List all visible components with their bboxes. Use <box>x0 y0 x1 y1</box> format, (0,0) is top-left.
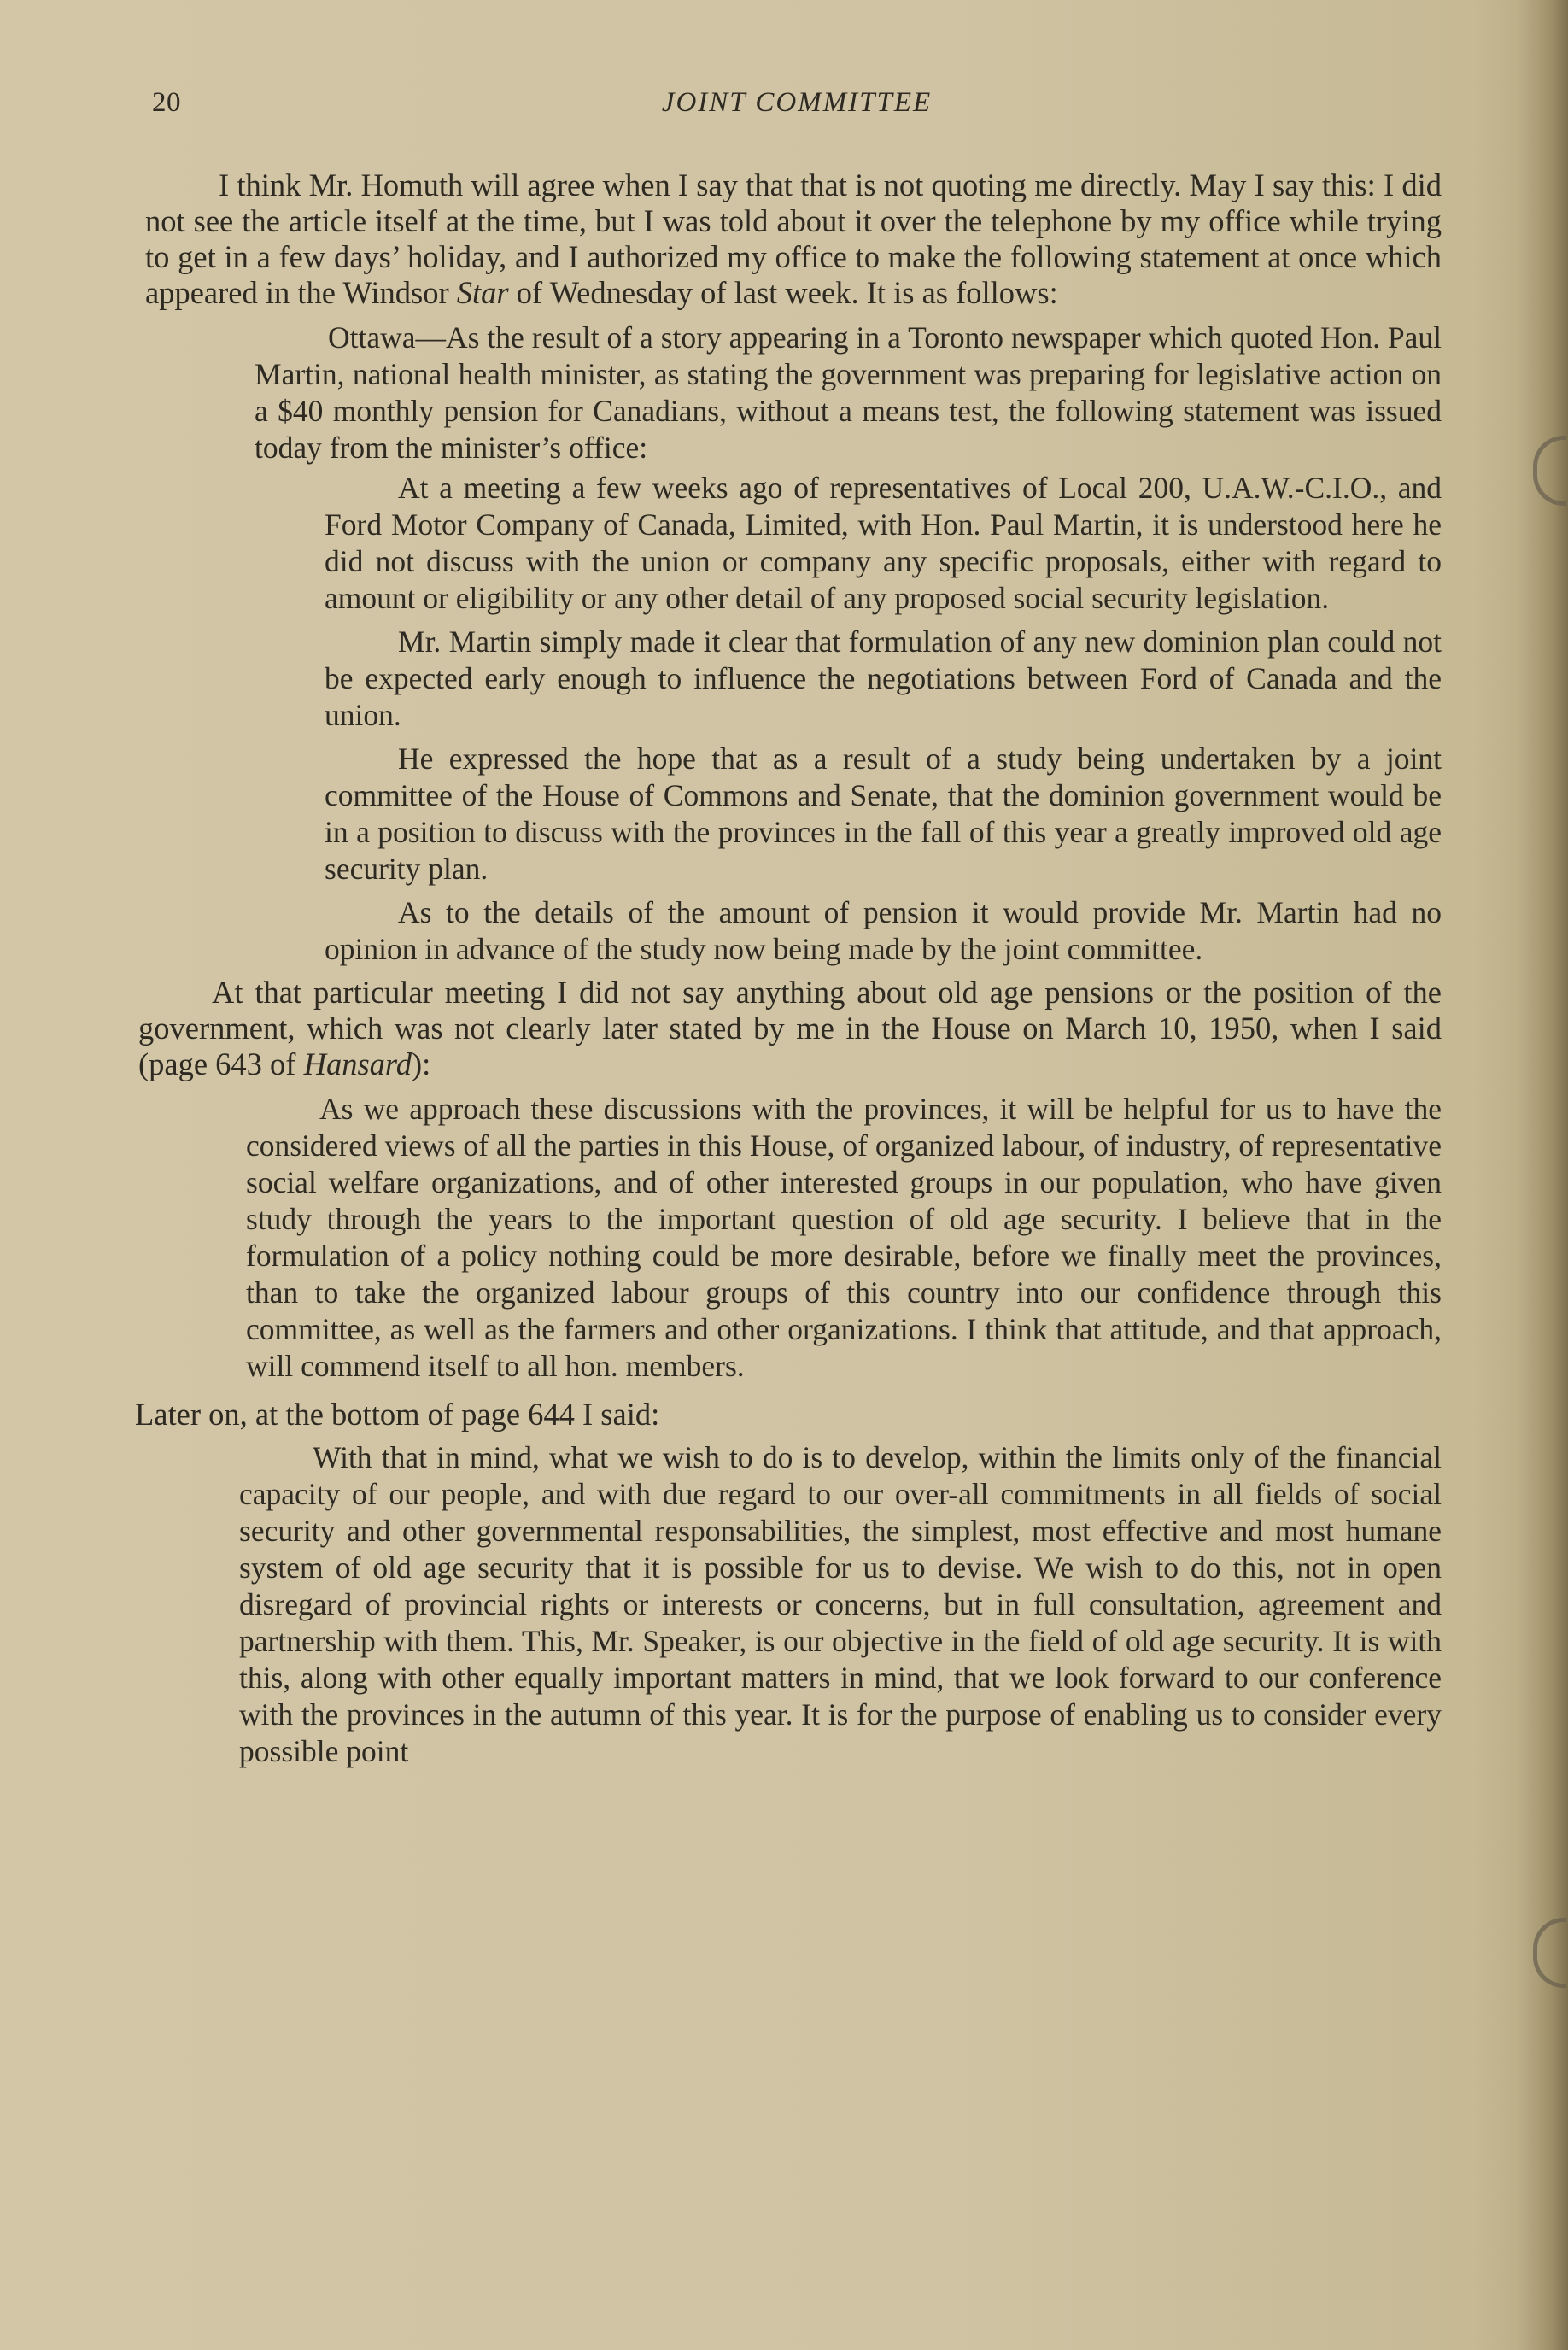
quote-hansard-643 <box>246 1091 1442 1385</box>
intro-text-a: I think Mr. Homuth will agree when I say that that is not quoting me directly. May I say this: I did not see the article itself at the time, but I was told about it over the telephone by my office while trying to get in a few days’ holiday, and I authorized my office to make the following statement at once which appeared in the Windsor <box>145 167 1442 310</box>
hansard-reference: Hansard <box>303 1046 412 1081</box>
meeting-text-a: At that particular meeting I did not say anything about old age pensions or the position of the government, which was not clearly later stated by me in the House on March 10, 1950, when I said (page 643 of <box>138 975 1442 1081</box>
intro-paragraph <box>145 167 1442 311</box>
quote-hansard-643-text: As we approach these discussions with the provinces, it will be helpful for us to have the considered views of all the parties in this House, of organized labour, of industry, of representative social welfare organizations, and of other interested groups in our population, who have given study through the years to the important question of old age security. I believe that in the formulation of a policy nothing could be more desirable, before we finally meet the provinces, than to take the organized labour groups of this country into our confidence through this committee, as well as the farmers and other organizations. I think that attitude, and that approach, will commend itself to all hon. members. <box>246 1092 1442 1383</box>
page-edge-shadow <box>1517 0 1568 2350</box>
intro-text-b: of Wednesday of last week. It is as follows: <box>508 275 1058 310</box>
quote-statement-para-1: At a meeting a few weeks ago of representatives of Local 200, U.A.W.-C.I.O., and Ford Motor Company of Canada, Limited, with Hon. Paul Martin, it is understood here he did not discuss with the union or company any specific proposals, either with regard to amount or eligibility or any other detail of any proposed social security legislation. <box>325 471 1442 615</box>
quote-statement-para-3: He expressed the hope that as a result of a study being undertaken by a joint committee of the House of Commons and Senate, that the dominion government would be in a position to discuss with the provinces in the fall of this year a greatly improved old age security plan. <box>325 741 1442 886</box>
page-number: 20 <box>152 87 181 118</box>
quote-statement-para-4: As to the details of the amount of pension it would provide Mr. Martin had no opinion in advance of the study now being made by the joint committee. <box>325 895 1442 966</box>
meeting-text-b: ): <box>412 1046 431 1081</box>
page-header <box>152 87 1442 128</box>
newspaper-name: Star <box>456 275 509 310</box>
meeting-paragraph <box>138 975 1442 1082</box>
later-paragraph: Later on, at the bottom of page 644 I said: <box>135 1397 660 1432</box>
quote-ottawa <box>255 319 1442 466</box>
quote-hansard-644-text: With that in mind, what we wish to do is to develop, within the limits only of the financial capacity of our people, and with due regard to our over-all commitments in all fields of social security and other governmental responsabilities, the simplest, most effective and most humane system of old age security that it is possible for us to devise. We wish to do this, not in open disregard of provincial rights or interests or concerns, but in full consultation, agreement and partnership with them. This, Mr. Speaker, is our objective in the field of old age security. It is with this, along with other equally important matters in mind, that we look forward to our conference with the provinces in the autumn of this year. It is for the purpose of enabling us to consider every possible point <box>239 1440 1442 1768</box>
quote-ottawa-text: Ottawa—As the result of a story appearing in a Toronto newspaper which quoted Hon. Paul Martin, national health minister, as stating the government was preparing for legislative action on a $40 monthly pension for Canadians, without a means test, the following statement was issued today from the minister’s office: <box>255 320 1442 465</box>
page-body <box>135 167 1442 1770</box>
quote-statement-para-2: Mr. Martin simply made it clear that formulation of any new dominion plan could not be expected early enough to influence the negotiations between Ford of Canada and the union. <box>325 624 1442 732</box>
quote-hansard-644 <box>239 1439 1442 1770</box>
quote-statement <box>325 470 1442 968</box>
running-head: JOINT COMMITTEE <box>661 87 933 118</box>
